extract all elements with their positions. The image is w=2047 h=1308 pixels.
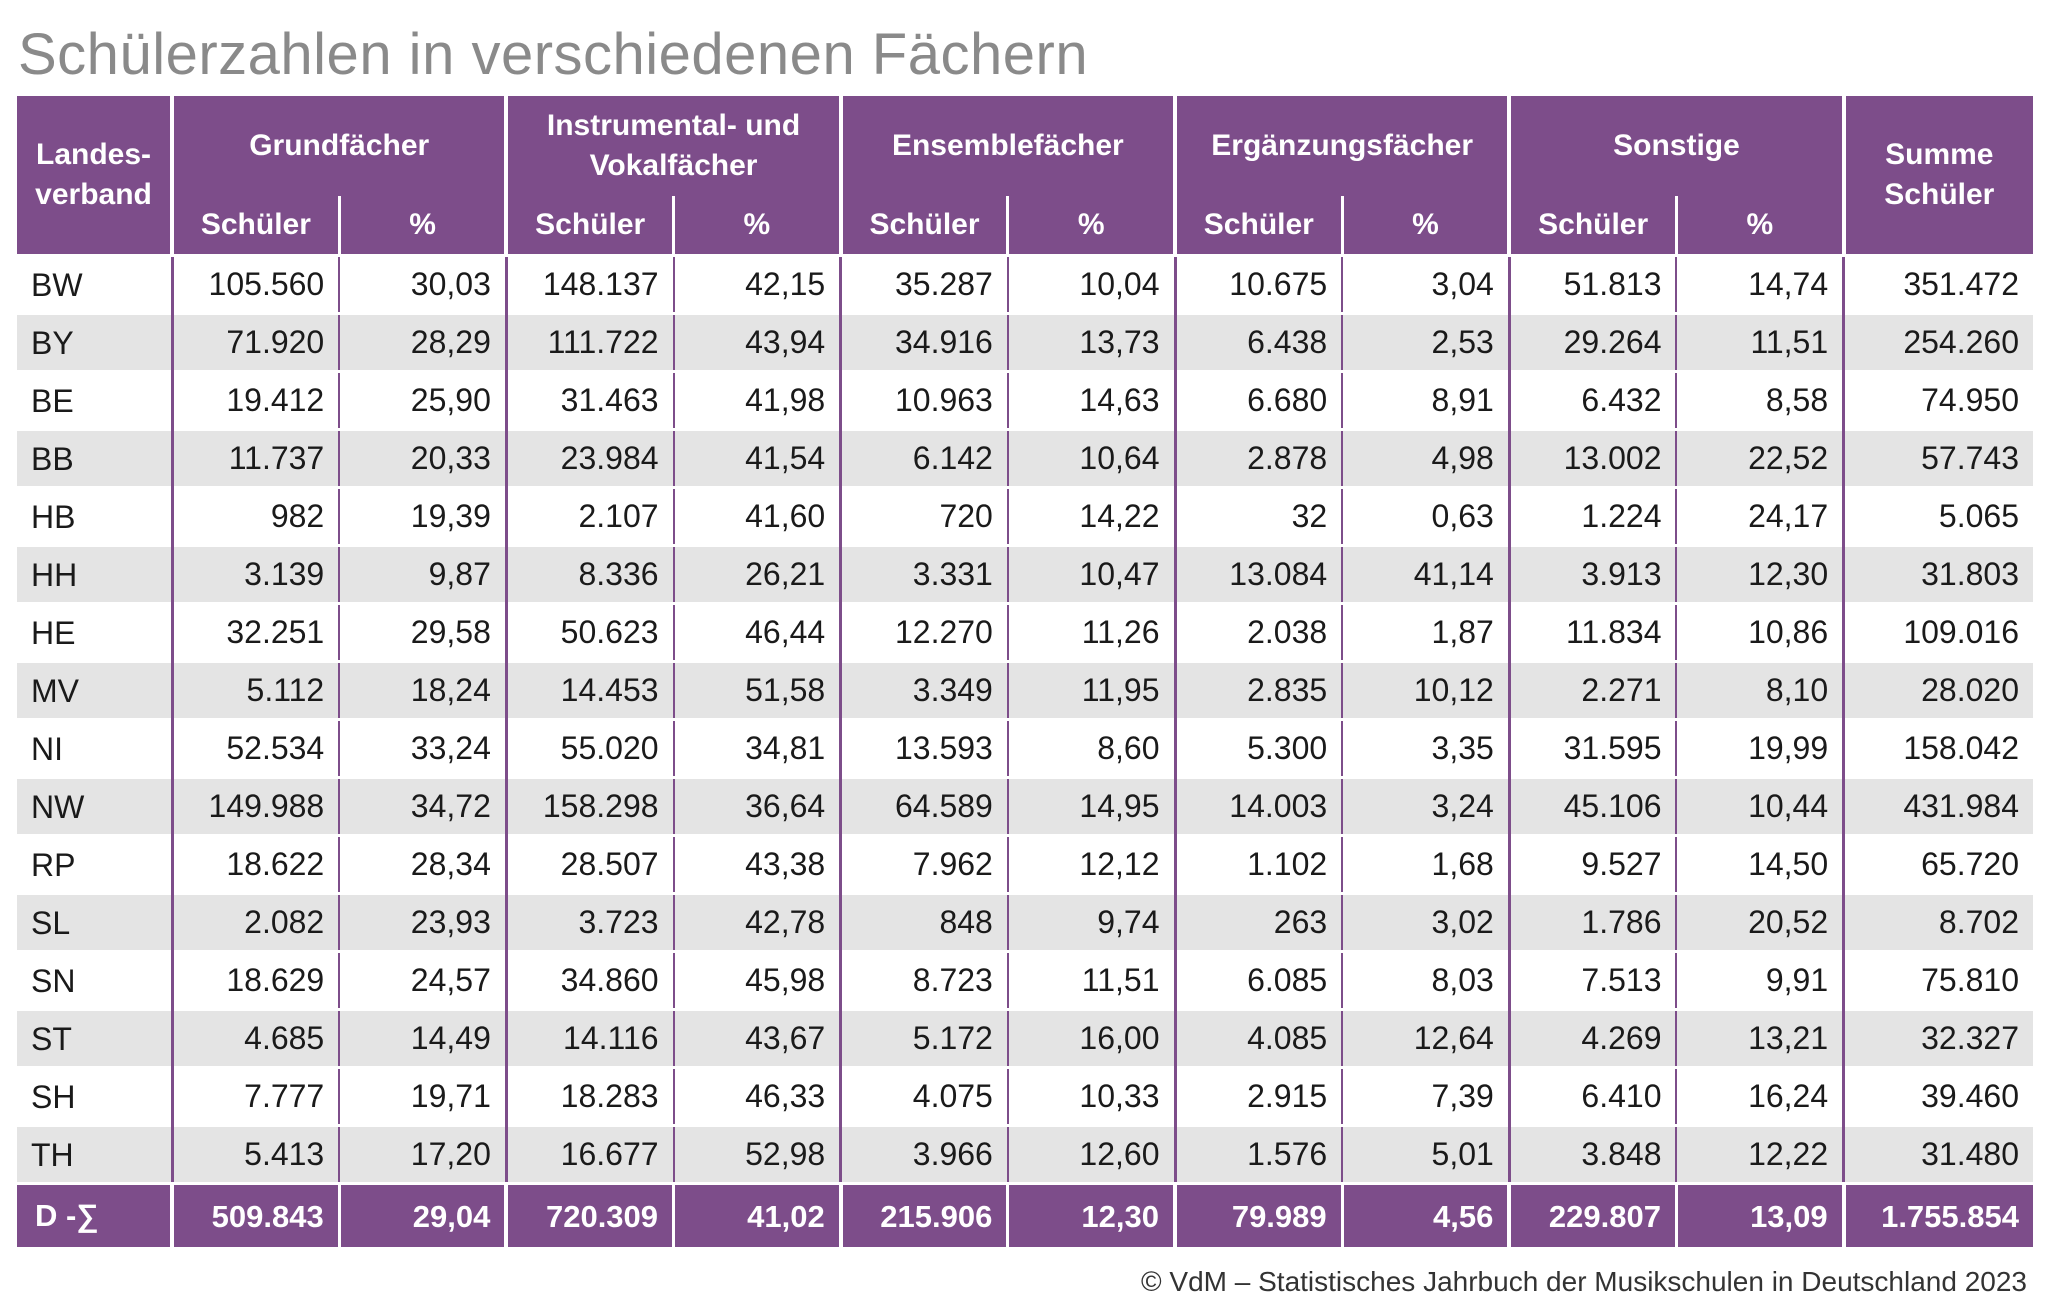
cell-schueler: 8.723 [841, 952, 1008, 1010]
cell-percent: 18,24 [339, 662, 506, 720]
cell-percent: 34,72 [339, 778, 506, 836]
cell-percent: 46,33 [674, 1068, 841, 1126]
cell-schueler: 23.984 [506, 430, 673, 488]
subheader-schueler: Schüler [506, 196, 673, 256]
header-group-label: Instrumental- und Vokalfächer [546, 109, 801, 182]
cell-summe: 57.743 [1844, 430, 2033, 488]
table-row [17, 314, 2033, 372]
cell-schueler: 1.786 [1509, 894, 1676, 952]
cell-percent: 11,51 [1008, 952, 1175, 1010]
cell-percent: 43,94 [674, 314, 841, 372]
cell-percent: 3,02 [1342, 894, 1509, 952]
cell-percent: 11,26 [1008, 604, 1175, 662]
cell-schueler: 32.251 [172, 604, 339, 662]
cell-schueler: 12.270 [841, 604, 1008, 662]
total-percent: 29,04 [339, 1184, 506, 1248]
cell-schueler: 52.534 [172, 720, 339, 778]
subheader-schueler: Schüler [841, 196, 1008, 256]
cell-percent: 41,54 [674, 430, 841, 488]
cell-schueler: 2.835 [1175, 662, 1342, 720]
cell-percent: 7,39 [1342, 1068, 1509, 1126]
row-landesverband: HE [17, 604, 172, 662]
cell-schueler: 8.336 [506, 546, 673, 604]
cell-summe: 39.460 [1844, 1068, 2033, 1126]
cell-schueler: 263 [1175, 894, 1342, 952]
header-group-label: Ergänzungsfächer [1211, 129, 1474, 162]
table-row [17, 430, 2033, 488]
table-row [17, 1010, 2033, 1068]
cell-percent: 9,74 [1008, 894, 1175, 952]
cell-percent: 5,01 [1342, 1126, 1509, 1184]
cell-schueler: 6.432 [1509, 372, 1676, 430]
cell-schueler: 1.224 [1509, 488, 1676, 546]
total-schueler: 215.906 [841, 1184, 1008, 1248]
cell-percent: 52,98 [674, 1126, 841, 1184]
table-row [17, 488, 2033, 546]
subheader-percent: % [674, 196, 841, 256]
header-group-ensemble [841, 96, 1175, 196]
cell-schueler: 71.920 [172, 314, 339, 372]
cell-percent: 24,17 [1676, 488, 1843, 546]
cell-schueler: 13.084 [1175, 546, 1342, 604]
cell-percent: 14,74 [1676, 256, 1843, 314]
subheader-percent: % [1342, 196, 1509, 256]
cell-percent: 42,15 [674, 256, 841, 314]
cell-schueler: 105.560 [172, 256, 339, 314]
cell-percent: 0,63 [1342, 488, 1509, 546]
cell-percent: 14,63 [1008, 372, 1175, 430]
cell-percent: 8,03 [1342, 952, 1509, 1010]
total-percent: 13,09 [1676, 1184, 1843, 1248]
table-body [17, 256, 2033, 1248]
cell-schueler: 7.777 [172, 1068, 339, 1126]
cell-percent: 22,52 [1676, 430, 1843, 488]
total-percent: 41,02 [674, 1184, 841, 1248]
row-landesverband: NI [17, 720, 172, 778]
subheader-row [17, 196, 2033, 256]
cell-percent: 26,21 [674, 546, 841, 604]
cell-percent: 12,64 [1342, 1010, 1509, 1068]
table-row [17, 546, 2033, 604]
cell-summe: 31.480 [1844, 1126, 2033, 1184]
cell-percent: 10,44 [1676, 778, 1843, 836]
row-landesverband: MV [17, 662, 172, 720]
header-landesverband-label: Landes- verband [35, 138, 152, 211]
cell-percent: 25,90 [339, 372, 506, 430]
row-landesverband: BY [17, 314, 172, 372]
cell-schueler: 16.677 [506, 1126, 673, 1184]
table-row [17, 720, 2033, 778]
cell-summe: 31.803 [1844, 546, 2033, 604]
cell-percent: 19,71 [339, 1068, 506, 1126]
cell-schueler: 4.075 [841, 1068, 1008, 1126]
cell-schueler: 149.988 [172, 778, 339, 836]
cell-schueler: 31.463 [506, 372, 673, 430]
header-group-label: Sonstige [1613, 129, 1740, 162]
cell-schueler: 148.137 [506, 256, 673, 314]
total-schueler: 509.843 [172, 1184, 339, 1248]
cell-schueler: 5.172 [841, 1010, 1008, 1068]
row-landesverband: BE [17, 372, 172, 430]
cell-percent: 8,60 [1008, 720, 1175, 778]
cell-schueler: 1.576 [1175, 1126, 1342, 1184]
cell-percent: 14,22 [1008, 488, 1175, 546]
cell-percent: 19,99 [1676, 720, 1843, 778]
cell-percent: 10,33 [1008, 1068, 1175, 1126]
table-row [17, 836, 2033, 894]
cell-schueler: 111.722 [506, 314, 673, 372]
cell-percent: 42,78 [674, 894, 841, 952]
table-row [17, 1068, 2033, 1126]
students-table [17, 96, 2033, 1247]
cell-summe: 351.472 [1844, 256, 2033, 314]
cell-schueler: 2.107 [506, 488, 673, 546]
table-row [17, 952, 2033, 1010]
cell-summe: 254.260 [1844, 314, 2033, 372]
cell-schueler: 7.962 [841, 836, 1008, 894]
cell-percent: 11,95 [1008, 662, 1175, 720]
cell-schueler: 45.106 [1509, 778, 1676, 836]
cell-summe: 74.950 [1844, 372, 2033, 430]
row-landesverband: NW [17, 778, 172, 836]
header-group-label: Grundfächer [249, 129, 430, 162]
cell-percent: 12,12 [1008, 836, 1175, 894]
total-summe: 1.755.854 [1844, 1184, 2033, 1248]
cell-percent: 41,14 [1342, 546, 1509, 604]
table-row [17, 256, 2033, 314]
cell-schueler: 158.298 [506, 778, 673, 836]
cell-percent: 14,95 [1008, 778, 1175, 836]
cell-schueler: 14.003 [1175, 778, 1342, 836]
cell-percent: 41,60 [674, 488, 841, 546]
cell-schueler: 4.085 [1175, 1010, 1342, 1068]
cell-schueler: 720 [841, 488, 1008, 546]
cell-schueler: 6.085 [1175, 952, 1342, 1010]
cell-percent: 51,58 [674, 662, 841, 720]
cell-percent: 11,51 [1676, 314, 1843, 372]
cell-percent: 13,73 [1008, 314, 1175, 372]
cell-schueler: 982 [172, 488, 339, 546]
row-landesverband: SL [17, 894, 172, 952]
cell-percent: 14,50 [1676, 836, 1843, 894]
cell-percent: 1,87 [1342, 604, 1509, 662]
cell-schueler: 2.878 [1175, 430, 1342, 488]
cell-percent: 8,91 [1342, 372, 1509, 430]
total-percent: 12,30 [1008, 1184, 1175, 1248]
cell-percent: 43,38 [674, 836, 841, 894]
cell-percent: 4,98 [1342, 430, 1509, 488]
cell-summe: 65.720 [1844, 836, 2033, 894]
cell-schueler: 13.593 [841, 720, 1008, 778]
cell-percent: 3,04 [1342, 256, 1509, 314]
cell-summe: 158.042 [1844, 720, 2033, 778]
table-row [17, 778, 2033, 836]
cell-percent: 12,22 [1676, 1126, 1843, 1184]
cell-percent: 16,24 [1676, 1068, 1843, 1126]
cell-schueler: 50.623 [506, 604, 673, 662]
cell-percent: 10,86 [1676, 604, 1843, 662]
cell-percent: 17,20 [339, 1126, 506, 1184]
cell-percent: 14,49 [339, 1010, 506, 1068]
cell-schueler: 10.963 [841, 372, 1008, 430]
subheader-percent: % [1676, 196, 1843, 256]
subheader-percent: % [339, 196, 506, 256]
cell-percent: 9,91 [1676, 952, 1843, 1010]
header-summe [1844, 96, 2033, 256]
cell-schueler: 6.410 [1509, 1068, 1676, 1126]
cell-schueler: 28.507 [506, 836, 673, 894]
cell-percent: 20,33 [339, 430, 506, 488]
cell-schueler: 848 [841, 894, 1008, 952]
cell-percent: 12,30 [1676, 546, 1843, 604]
cell-schueler: 2.915 [1175, 1068, 1342, 1126]
cell-summe: 109.016 [1844, 604, 2033, 662]
header-group-instrumental [506, 96, 840, 196]
cell-summe: 431.984 [1844, 778, 2033, 836]
cell-percent: 20,52 [1676, 894, 1843, 952]
cell-schueler: 64.589 [841, 778, 1008, 836]
cell-percent: 29,58 [339, 604, 506, 662]
table-row [17, 372, 2033, 430]
cell-percent: 13,21 [1676, 1010, 1843, 1068]
table-row [17, 894, 2033, 952]
cell-schueler: 3.966 [841, 1126, 1008, 1184]
total-schueler: 720.309 [506, 1184, 673, 1248]
header-group-grundfaecher [172, 96, 506, 196]
cell-percent: 28,34 [339, 836, 506, 894]
cell-percent: 2,53 [1342, 314, 1509, 372]
cell-schueler: 11.834 [1509, 604, 1676, 662]
cell-percent: 30,03 [339, 256, 506, 314]
cell-schueler: 2.271 [1509, 662, 1676, 720]
row-landesverband: SN [17, 952, 172, 1010]
cell-percent: 28,29 [339, 314, 506, 372]
cell-percent: 3,35 [1342, 720, 1509, 778]
cell-percent: 41,98 [674, 372, 841, 430]
cell-summe: 28.020 [1844, 662, 2033, 720]
cell-percent: 46,44 [674, 604, 841, 662]
row-landesverband: ST [17, 1010, 172, 1068]
cell-percent: 12,60 [1008, 1126, 1175, 1184]
subheader-schueler: Schüler [1175, 196, 1342, 256]
cell-schueler: 6.680 [1175, 372, 1342, 430]
table-row [17, 662, 2033, 720]
header-summe-label: Summe Schüler [1884, 138, 1995, 211]
cell-schueler: 18.283 [506, 1068, 673, 1126]
row-landesverband: RP [17, 836, 172, 894]
cell-schueler: 9.527 [1509, 836, 1676, 894]
cell-schueler: 51.813 [1509, 256, 1676, 314]
cell-percent: 19,39 [339, 488, 506, 546]
cell-schueler: 34.916 [841, 314, 1008, 372]
total-row [17, 1184, 2033, 1248]
subheader-schueler: Schüler [172, 196, 339, 256]
table-row [17, 604, 2033, 662]
cell-schueler: 3.913 [1509, 546, 1676, 604]
cell-schueler: 2.038 [1175, 604, 1342, 662]
row-landesverband: BW [17, 256, 172, 314]
cell-percent: 8,58 [1676, 372, 1843, 430]
cell-schueler: 5.300 [1175, 720, 1342, 778]
cell-schueler: 29.264 [1509, 314, 1676, 372]
cell-percent: 36,64 [674, 778, 841, 836]
cell-percent: 23,93 [339, 894, 506, 952]
cell-percent: 10,64 [1008, 430, 1175, 488]
total-percent: 4,56 [1342, 1184, 1509, 1248]
cell-summe: 32.327 [1844, 1010, 2033, 1068]
header-group-sonstige [1509, 96, 1843, 196]
cell-schueler: 3.349 [841, 662, 1008, 720]
cell-schueler: 5.112 [172, 662, 339, 720]
total-schueler: 79.989 [1175, 1184, 1342, 1248]
total-label: D -∑ [17, 1184, 172, 1248]
footer-source: © VdM – Statistisches Jahrbuch der Musikschulen in Deutschland 2023 [1141, 1266, 2027, 1297]
cell-schueler: 3.848 [1509, 1126, 1676, 1184]
header-group-label: Ensemblefächer [891, 129, 1124, 162]
cell-percent: 10,04 [1008, 256, 1175, 314]
cell-schueler: 2.082 [172, 894, 339, 952]
row-landesverband: BB [17, 430, 172, 488]
row-landesverband: HB [17, 488, 172, 546]
page-title: Schülerzahlen in verschiedenen Fächern [18, 22, 1089, 87]
cell-percent: 24,57 [339, 952, 506, 1010]
cell-percent: 10,47 [1008, 546, 1175, 604]
cell-percent: 45,98 [674, 952, 841, 1010]
cell-schueler: 14.453 [506, 662, 673, 720]
row-landesverband: HH [17, 546, 172, 604]
cell-schueler: 3.331 [841, 546, 1008, 604]
cell-schueler: 55.020 [506, 720, 673, 778]
cell-percent: 10,12 [1342, 662, 1509, 720]
cell-summe: 5.065 [1844, 488, 2033, 546]
cell-schueler: 6.438 [1175, 314, 1342, 372]
cell-schueler: 35.287 [841, 256, 1008, 314]
cell-percent: 43,67 [674, 1010, 841, 1068]
cell-schueler: 10.675 [1175, 256, 1342, 314]
cell-schueler: 3.139 [172, 546, 339, 604]
subheader-schueler: Schüler [1509, 196, 1676, 256]
cell-percent: 16,00 [1008, 1010, 1175, 1068]
cell-schueler: 32 [1175, 488, 1342, 546]
cell-schueler: 3.723 [506, 894, 673, 952]
cell-summe: 8.702 [1844, 894, 2033, 952]
cell-percent: 3,24 [1342, 778, 1509, 836]
cell-percent: 34,81 [674, 720, 841, 778]
row-landesverband: TH [17, 1126, 172, 1184]
cell-schueler: 5.413 [172, 1126, 339, 1184]
cell-percent: 9,87 [339, 546, 506, 604]
cell-schueler: 34.860 [506, 952, 673, 1010]
cell-schueler: 4.269 [1509, 1010, 1676, 1068]
cell-schueler: 18.629 [172, 952, 339, 1010]
cell-percent: 1,68 [1342, 836, 1509, 894]
header-landesverband [17, 96, 172, 256]
cell-schueler: 18.622 [172, 836, 339, 894]
cell-schueler: 4.685 [172, 1010, 339, 1068]
row-landesverband: SH [17, 1068, 172, 1126]
cell-percent: 33,24 [339, 720, 506, 778]
cell-schueler: 1.102 [1175, 836, 1342, 894]
cell-schueler: 31.595 [1509, 720, 1676, 778]
cell-schueler: 19.412 [172, 372, 339, 430]
subheader-percent: % [1008, 196, 1175, 256]
total-schueler: 229.807 [1509, 1184, 1676, 1248]
cell-schueler: 13.002 [1509, 430, 1676, 488]
cell-schueler: 11.737 [172, 430, 339, 488]
table-row [17, 1126, 2033, 1184]
header-group-ergaenzung [1175, 96, 1509, 196]
cell-schueler: 6.142 [841, 430, 1008, 488]
cell-percent: 8,10 [1676, 662, 1843, 720]
cell-schueler: 14.116 [506, 1010, 673, 1068]
cell-schueler: 7.513 [1509, 952, 1676, 1010]
cell-summe: 75.810 [1844, 952, 2033, 1010]
